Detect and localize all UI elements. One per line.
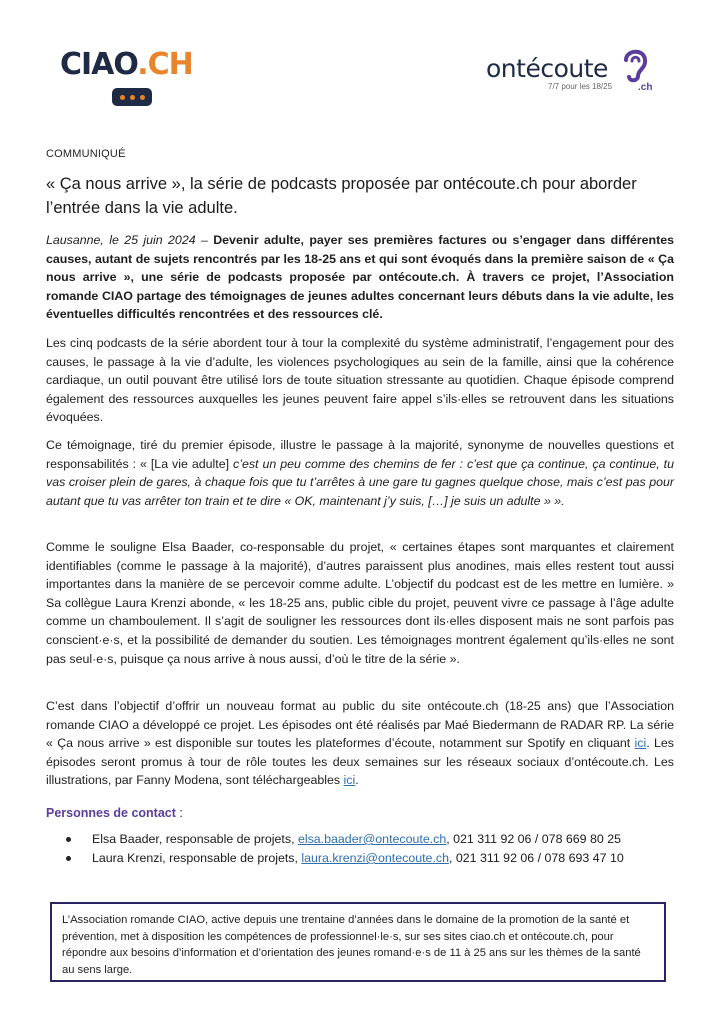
illustrations-download-link[interactable]: ici: [343, 773, 356, 788]
speech-bubble-icon: [112, 88, 152, 106]
paragraph-episodes: Les cinq podcasts de la série abordent tour à tour la complexité du système administratif, l’engagement pour des causes, le passage à la vie d’adulte, les violences psychologiques au sein de la famille, ainsi que la cohérence cardiaque, un outil pouvant être utilisé lors de toute situation stressante au quotidien. Chaque épisode comprend également des ressources auxquelles les jeunes peuvent faire appel s’ils·elles se retrouvent dans les situations évoquées.: [46, 336, 674, 425]
ciao-logo-wordmark: CIAO.CH: [60, 47, 193, 82]
testimony-quote: c’est un peu comme des chemins de fer : c’est que ça continue, ça continue, tu vas croiser plein de gares, à chaque fois que tu t’arrêtes à une gare tu gagnes quelque chose, mais c’est pas pour autant que tu vas arrêter ton train et te dire « OK, maintenant j’y suis, […] je suis un adulte » ».: [46, 456, 674, 508]
association-info-box: L’Association romande CIAO, active depuis une trentaine d’années dans le domaine de la promotion de la santé et prévention, met à disposition les compétences de professionnel·le·s, sur ses sites ciao.ch et ontécoute.ch, pour répondre aux besoins d’information et d’orientation des jeunes romand·e·s de 11 à 25 ans sur les thèmes de la santé au sens large.: [50, 902, 666, 982]
ear-icon: [620, 44, 650, 84]
contacts-list: [66, 830, 706, 868]
contact-item: Elsa Baader, responsable de projets, elsa.baader@ontecoute.ch, 021 311 92 06 / 078 669 80 25: [66, 830, 706, 849]
paragraph-quotes: Comme le souligne Elsa Baader, co-responsable du projet, « certaines étapes sont marquantes et clairement identifiables (comme le passage à la majorité), d’autres paraissent plus anodines, mais elles restent tout aussi importantes dans la manière de se percevoir comme adulte. L’objectif du podcast est de les mettre en lumière. » Sa collègue Laura Krenzi abonde, « les 18-25 ans, public cible du projet, peuvent vivre ce passage à l’âge adulte comme un chamboulement. Il s’agit de souligner les ressources dont ils·elles disposent mais ne sont parfois pas conscient·e·s, et la possibilité de demander du soutien. Les témoignages montrent également qu’ils·elles ne sont pas seul·e·s, puisque ça nous arrive à nous aussi, d’où le titre de la série ».: [46, 540, 674, 666]
place-date: Lausanne, le 25 juin 2024 –: [46, 233, 208, 247]
lead-paragraph: Lausanne, le 25 juin 2024 – Devenir adulte, payer ses premières factures ou s’engager dans différentes causes, autant de sujets rencontrés par les 18-25 ans et qui sont évoqués dans la première saison de « Ça nous arrive », une série de podcasts proposée par ontécoute.ch. À travers ce projet, l’Association romande CIAO partage des témoignages de jeunes adultes concernant leurs débuts dans la vie adulte, les éventuelles difficultés rencontrées et des ressources clé.: [46, 233, 674, 322]
ontecoute-suffix: .ch: [638, 82, 653, 93]
contacts-heading: Personnes de contact :: [46, 806, 183, 820]
document-type-label: COMMUNIQUÉ: [46, 148, 126, 160]
paragraph-availability: C’est dans l’objectif d’offrir un nouveau format au public du site ontécoute.ch (18-25 ans) que l’Association romande CIAO a développé ce projet. Les épisodes ont été réalisés par Maé Biedermann de RADAR RP. La série « Ça nous arrive » est disponible sur toutes les plateformes d’écoute, notamment sur Spotify en cliquant ici. Les épisodes seront promus à tour de rôle toutes les deux semaines sur les réseaux sociaux d’ontécoute.ch. Les illustrations, par Fanny Modena, sont téléchargeables ici.: [46, 699, 674, 788]
ontecoute-logo: [486, 44, 666, 100]
headline: « Ça nous arrive », la série de podcasts proposée par ontécoute.ch pour aborder l’entrée dans la vie adulte.: [46, 175, 637, 217]
spotify-link[interactable]: ici: [634, 736, 647, 751]
paragraph-testimony: Ce témoignage, tiré du premier épisode, illustre le passage à la majorité, synonyme de nouvelles questions et responsabilités : « [La vie adulte] c’est un peu comme des chemins de fer : c’est que ça continue, ça continue, tu vas croiser plein de gares, à chaque fois que tu t’arrêtes à une gare tu gagnes quelque chose, mais c’est pas pour autant que tu vas arrêter ton train et te dire « OK, maintenant j’y suis, […] je suis un adulte » ».: [46, 438, 674, 508]
bullet-icon: [66, 856, 71, 861]
ciao-logo: [60, 47, 193, 106]
ontecoute-tagline: 7/7 pour les 18/25: [548, 82, 613, 91]
contact-email-link[interactable]: elsa.baader@ontecoute.ch: [297, 832, 447, 846]
bullet-icon: [66, 837, 71, 842]
contact-email-link[interactable]: laura.krenzi@ontecoute.ch: [301, 851, 449, 865]
ontecoute-logo-wordmark: ontécoute: [486, 54, 608, 83]
contact-item: Laura Krenzi, responsable de projets, laura.krenzi@ontecoute.ch, 021 311 92 06 / 078 693 47 10: [66, 849, 706, 868]
